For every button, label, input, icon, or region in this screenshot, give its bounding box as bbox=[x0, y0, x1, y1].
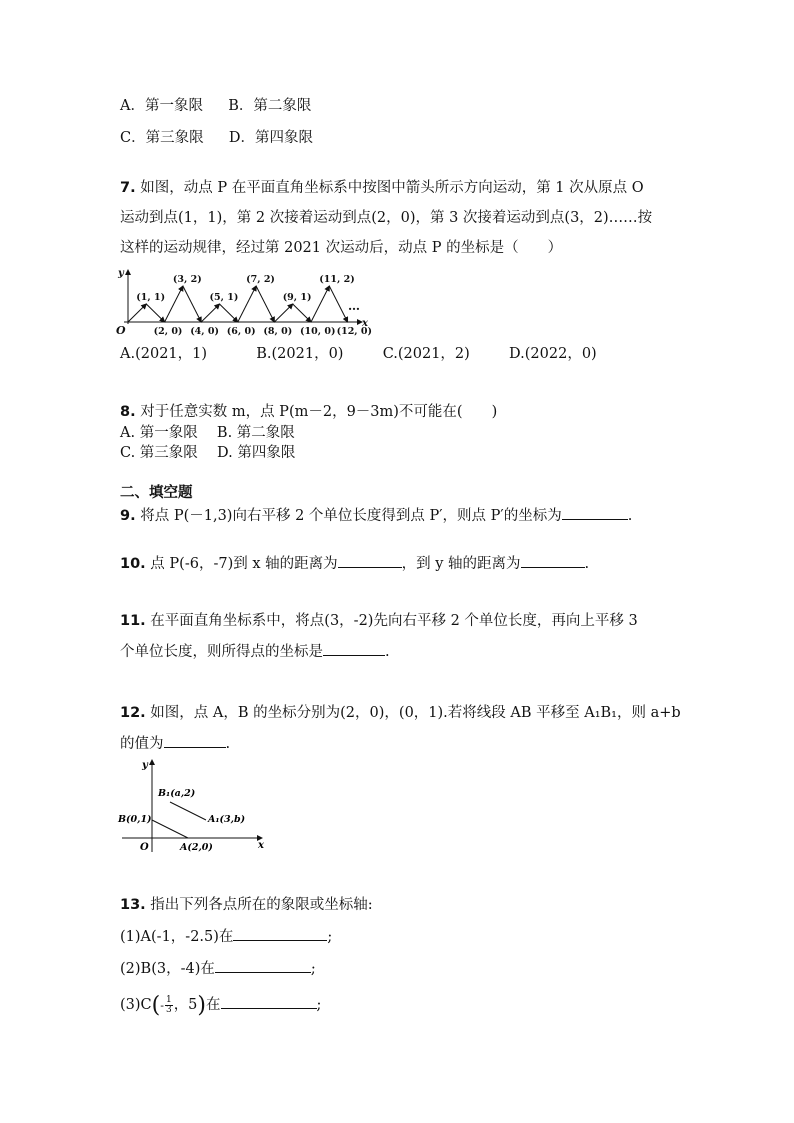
q12-line2 bbox=[120, 733, 230, 754]
q7-path-segment bbox=[329, 286, 347, 322]
q6-option-d: D．第四象限 bbox=[228, 130, 313, 146]
q7-origin-label: O bbox=[116, 324, 126, 337]
q7-path-segment bbox=[165, 286, 183, 322]
q13-item1 bbox=[120, 926, 332, 947]
q7-trough-label: (2, 0) bbox=[153, 326, 183, 337]
q11-number: 11. bbox=[120, 613, 146, 629]
q9-answer-blank[interactable] bbox=[562, 505, 628, 520]
q13-item3-minus: - bbox=[160, 999, 164, 1012]
q9-end: . bbox=[627, 508, 633, 524]
q12-number: 12. bbox=[120, 705, 146, 721]
q10-answer-blank-2[interactable] bbox=[521, 553, 585, 568]
q13-item2 bbox=[120, 958, 316, 979]
q12-text-line1: 如图，点 A，B 的坐标分别为(2，0)，(0，1).若将线段 AB 平移至 A₁B₁，则 a+b bbox=[150, 705, 681, 721]
q13-item2-text: (2)B(3，-4)在 bbox=[120, 961, 215, 977]
q11-end: . bbox=[385, 644, 390, 660]
q7-trough-label: (6, 0) bbox=[226, 326, 256, 337]
q8-option-a: A. 第一象限 bbox=[120, 425, 198, 441]
q7-path-segment bbox=[201, 304, 219, 322]
q7-path-segment bbox=[311, 286, 329, 322]
q7-trough-label: (12, 0) bbox=[336, 326, 373, 337]
q7-path-segment bbox=[256, 286, 274, 322]
q13-item2-blank[interactable] bbox=[215, 958, 311, 973]
q6-option-a: A．第一象限 bbox=[120, 98, 203, 114]
q13-item3-pre: (3)C bbox=[120, 997, 152, 1013]
q7-path-segment bbox=[293, 304, 311, 322]
q7-trough-label: (10, 0) bbox=[300, 326, 336, 337]
q7-path-segment bbox=[238, 286, 256, 322]
q7-ellipsis: … bbox=[348, 299, 360, 313]
q7-peak-label: (1, 1) bbox=[136, 292, 166, 303]
q7-peak-label: (11, 2) bbox=[319, 274, 355, 285]
q13-item3: (3)C(- $\frac{1}{3}$ ，5)在 ; bbox=[120, 993, 322, 1018]
q12-answer-blank[interactable] bbox=[164, 733, 226, 748]
q6-option-c: C．第三象限 bbox=[120, 130, 204, 146]
q7-peak-label: (7, 2) bbox=[246, 274, 275, 285]
q7-path-segment bbox=[128, 304, 146, 322]
q13-item3-tail: 在 bbox=[206, 997, 221, 1013]
q7-option-b: B.(2021，0) bbox=[256, 346, 344, 362]
q12-label-a1: A₁(3,b) bbox=[208, 814, 246, 825]
q10-text-a: 点 P(-6，-7)到 x 轴的距离为 bbox=[150, 556, 338, 572]
q7-line1 bbox=[120, 178, 644, 198]
q12-end: . bbox=[225, 736, 231, 752]
q7-text-line1: 如图，动点 P 在平面直角坐标系中按图中箭头所示方向运动，第 1 次从原点 O bbox=[140, 180, 644, 196]
q12-origin-label: O bbox=[140, 842, 149, 853]
q6-options-row1 bbox=[120, 96, 311, 116]
q12-figure bbox=[116, 756, 276, 856]
q13-item2-end: ; bbox=[310, 961, 316, 977]
q8-number: 8. bbox=[120, 404, 136, 420]
q8-text: 对于任意实数 m，点 P(m－2，9－3m)不可能在( ) bbox=[140, 404, 498, 420]
q10-end: . bbox=[584, 556, 590, 572]
q7-x-label: x bbox=[362, 318, 368, 329]
q13-item1-blank[interactable] bbox=[233, 926, 327, 941]
q12-label-b1: B₁(a,2) bbox=[158, 788, 196, 799]
q7-trough-label: (8, 0) bbox=[263, 326, 293, 337]
q13-item3-end: ; bbox=[316, 997, 322, 1013]
q12-x-label: x bbox=[258, 840, 264, 851]
q6-options-row2 bbox=[120, 128, 313, 148]
q7-options bbox=[120, 344, 597, 364]
q7-y-label: y bbox=[118, 268, 124, 279]
q13-item1-end: ; bbox=[327, 929, 333, 945]
q12-segment-ab bbox=[152, 820, 188, 838]
q7-path-segment bbox=[220, 304, 238, 322]
q12-y-label: y bbox=[142, 760, 148, 771]
q7-peak-label: (3, 2) bbox=[172, 274, 202, 285]
q10 bbox=[120, 553, 589, 574]
q13-stem bbox=[120, 895, 373, 915]
q11-line2 bbox=[120, 641, 390, 662]
q10-answer-blank-1[interactable] bbox=[338, 553, 402, 568]
q7-path-segment bbox=[183, 286, 201, 322]
q10-number: 10. bbox=[120, 556, 146, 572]
q7-option-c: C.(2021，2) bbox=[382, 346, 470, 362]
q9-number: 9. bbox=[120, 508, 136, 524]
q7-path-segment bbox=[146, 304, 164, 322]
q11-text-line1: 在平面直角坐标系中，将点(3，-2)先向右平移 2 个单位长度，再向上平移 3 bbox=[150, 613, 638, 629]
q7-peak-label: (9, 1) bbox=[282, 292, 312, 303]
q13-text: 指出下列各点所在的象限或坐标轴: bbox=[150, 897, 373, 913]
q11-text-line2: 个单位长度，则所得点的坐标是 bbox=[120, 644, 323, 660]
q10-text-b: ，到 y 轴的距离为 bbox=[401, 556, 521, 572]
q7-option-d: D.(2022，0) bbox=[509, 346, 597, 362]
q7-trough-label: (4, 0) bbox=[190, 326, 220, 337]
q7-option-a: A.(2021，1) bbox=[120, 346, 208, 362]
q8-option-d: D. 第四象限 bbox=[217, 445, 296, 461]
q12-label-a: A(2,0) bbox=[180, 842, 213, 853]
q7-path-segment bbox=[274, 304, 292, 322]
q13-item1-text: (1)A(-1，-2.5)在 bbox=[120, 929, 234, 945]
q13-item3-rest: ，5 bbox=[173, 997, 198, 1013]
q13-item3-frac-num: 1 bbox=[165, 994, 172, 1005]
q9 bbox=[120, 505, 632, 526]
q8-options-row2 bbox=[120, 443, 295, 463]
q11-line1 bbox=[120, 611, 638, 631]
q7-line2: 运动到点(1，1)，第 2 次接着运动到点(2，0)，第 3 次接着运动到点(3，2)……按 bbox=[120, 210, 653, 226]
q8-option-c: C. 第三象限 bbox=[120, 445, 198, 461]
q11-answer-blank[interactable] bbox=[323, 641, 385, 656]
q7-line3: 这样的运动规律，经过第 2021 次运动后，动点 P 的坐标是（ ） bbox=[120, 240, 563, 256]
q13-number: 13. bbox=[120, 897, 146, 913]
q8-option-b: B. 第二象限 bbox=[216, 425, 295, 441]
q7-figure bbox=[114, 266, 374, 338]
q8-stem bbox=[120, 402, 497, 422]
q9-text: 将点 P(－1,3)向右平移 2 个单位长度得到点 P′，则点 P′的坐标为 bbox=[140, 508, 562, 524]
q7-number: 7. bbox=[120, 180, 136, 196]
section-heading: 二、填空题 bbox=[120, 485, 193, 501]
q13-item3-blank[interactable] bbox=[221, 994, 317, 1009]
q6-option-b: B．第二象限 bbox=[228, 98, 312, 114]
q12-segment-a1b1 bbox=[170, 802, 206, 820]
q13-item3-fraction bbox=[165, 996, 173, 1015]
q7-peak-label: (5, 1) bbox=[209, 292, 239, 303]
q12-label-b: B(0,1) bbox=[118, 814, 152, 825]
q8-options-row1 bbox=[120, 423, 295, 443]
q12-text-line2: 的值为 bbox=[120, 736, 164, 752]
q12-line1 bbox=[120, 703, 681, 723]
q13-item3-frac-den: 3 bbox=[165, 1004, 172, 1015]
